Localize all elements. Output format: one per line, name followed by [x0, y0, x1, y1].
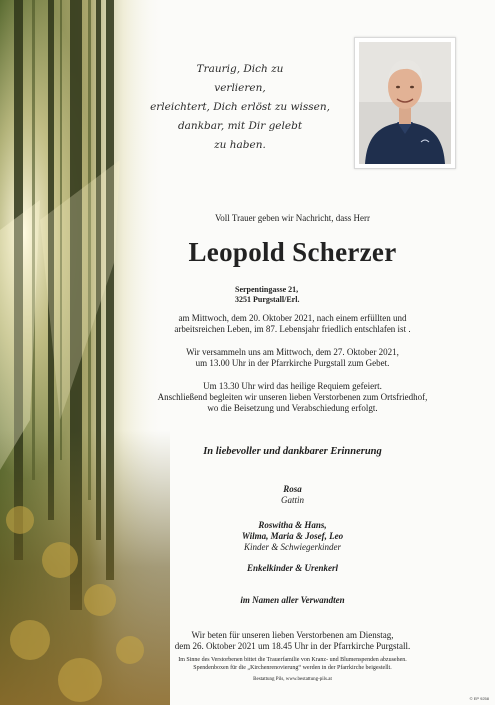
deceased-address — [235, 285, 355, 305]
mourner-grandchildren: Enkelkinder & Urenkerl — [246, 563, 338, 573]
death-announcement — [125, 313, 460, 335]
text-line: am Mittwoch, dem 20. Oktober 2021, nach einem erfüllten und — [178, 313, 407, 323]
poem-line: Traurig, Dich zu — [196, 63, 284, 75]
text-line: Spendenboxen für die „Kirchenrenovierung“ werden in der Pfarrkirche beigestellt. — [193, 665, 392, 671]
poem-line: erleichtert, Dich erlöst zu wissen, — [150, 101, 330, 113]
poem-line: dankbar, mit Dir gelebt — [177, 120, 303, 132]
text-line: Um 13.30 Uhr wird das heilige Requiem gefeiert. — [203, 381, 382, 391]
text-line: Im Sinne des Verstorbenen bittet die Trauerfamilie von Kranz- und Blumenspenden abzusehen. — [178, 657, 407, 663]
mourner-children-role: Kinder & Schwiegerkinder — [244, 542, 341, 552]
poem-line: verlieren, — [214, 82, 266, 94]
mourner-spouse-role: Gattin — [280, 495, 304, 505]
text-line: Wir beten für unseren lieben Verstorbenen am Dienstag, — [191, 630, 394, 640]
mourner-children-line: Roswitha & Hans, — [258, 520, 327, 530]
portrait-photo-icon — [359, 42, 451, 164]
requiem-info — [125, 381, 460, 414]
document-code: © EP 9258 — [469, 696, 489, 701]
intro-text: Voll Trauer geben wir Nachricht, dass Herr — [214, 213, 371, 223]
text-line: Wir versammeln uns am Mittwoch, dem 27. Oktober 2021, — [186, 347, 399, 357]
mourner-children-line: Wilma, Maria & Josef, Leo — [241, 531, 344, 541]
memorial-poem — [150, 60, 330, 155]
memory-heading: In liebevoller und dankbarer Erinnerung — [203, 446, 382, 457]
mourner-relatives: im Namen aller Verwandten — [240, 595, 345, 605]
undertaker-info: Bestattung Pils, www.bestattung-pils.at — [253, 677, 332, 682]
text-line: dem 26. Oktober 2021 um 18.45 Uhr in der Pfarrkirche Purgstall. — [174, 641, 411, 651]
poem-line: zu haben. — [214, 139, 266, 151]
text-line: arbeitsreichen Leben, im 87. Lebensjahr friedlich entschlafen ist . — [174, 324, 411, 334]
address-line: Serpentingasse 21, — [235, 285, 299, 294]
deceased-name: Leopold Scherzer — [188, 237, 397, 267]
donation-notice — [125, 656, 460, 672]
address-line: 3251 Purgstall/Erl. — [235, 295, 300, 304]
text-line: um 13.00 Uhr in der Pfarrkirche Purgstall zum Gebet. — [195, 358, 390, 368]
text-line: Anschließend begleiten wir unseren lieben Verstorbenen zum Ortsfriedhof, — [157, 392, 428, 402]
text-line: wo die Beisetzung und Verabschiedung erfolgt. — [207, 403, 378, 413]
deceased-photo — [354, 37, 456, 169]
mourner-spouse-name: Rosa — [283, 484, 302, 494]
closing-prayer — [125, 630, 460, 652]
prayer-gathering — [125, 347, 460, 369]
